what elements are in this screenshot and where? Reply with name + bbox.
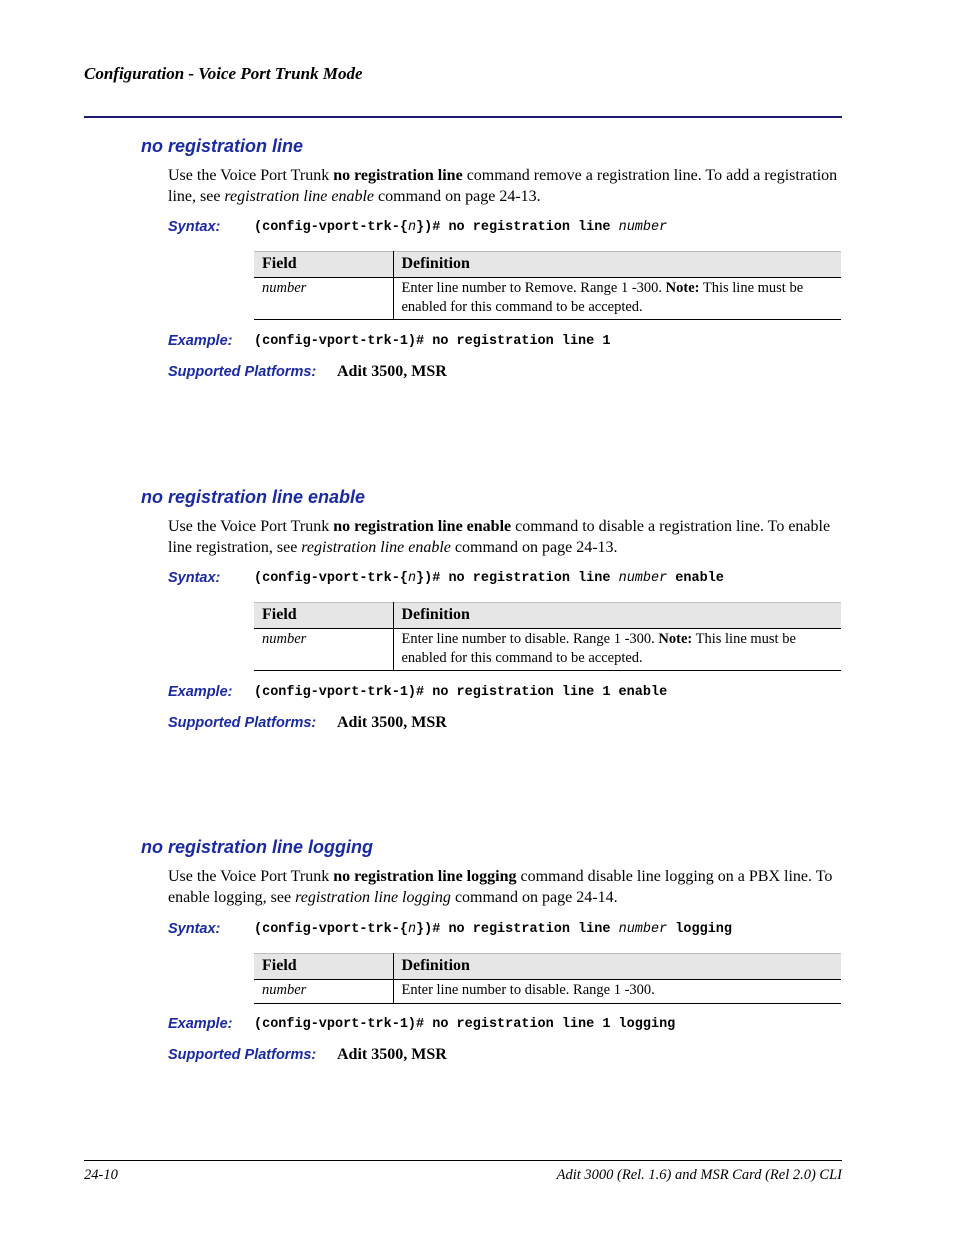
cross-reference: registration line enable [301, 538, 451, 556]
example-label: Example: [168, 684, 233, 700]
field-cell: number [254, 629, 393, 671]
table-row [254, 278, 841, 320]
field-definition-table [254, 602, 841, 671]
platforms-value: Adit 3500, MSR [337, 714, 447, 731]
section-description: Use the Voice Port Trunk no registration line logging command disable line logging on a PBX line. To enable logging, see registration line logging command on page 24-14. [168, 868, 833, 906]
example-code: (config-vport-trk-1)# no registration line 1 logging [254, 1017, 676, 1032]
table-row [254, 980, 841, 1004]
example-code: (config-vport-trk-1)# no registration line 1 [254, 334, 611, 349]
syntax-code: (config-vport-trk-{n})# no registration line number [254, 220, 668, 235]
definition-cell: Enter line number to disable. Range 1 -300. [393, 980, 841, 1004]
section-title: no registration line enable [141, 487, 366, 507]
table-header-definition: Definition [393, 954, 841, 980]
field-definition-table [254, 953, 841, 1004]
example-code: (config-vport-trk-1)# no registration line 1 enable [254, 685, 668, 700]
footer-rule [84, 1160, 842, 1161]
definition-cell: Enter line number to Remove. Range 1 -300. Note: This line must be enabled for this command to be accepted. [393, 278, 841, 320]
example-label: Example: [168, 333, 233, 349]
platforms-label: Supported Platforms: [168, 364, 317, 380]
command-name: no registration line logging [333, 868, 517, 885]
document-title: Adit 3000 (Rel. 1.6) and MSR Card (Rel 2.0) CLI [556, 1167, 842, 1183]
header-rule [84, 116, 842, 118]
platforms-value: Adit 3500, MSR [337, 1046, 447, 1063]
platforms-label: Supported Platforms: [168, 715, 317, 731]
table-header-field: Field [254, 252, 393, 278]
field-definition-table [254, 251, 841, 320]
syntax-code: (config-vport-trk-{n})# no registration line number enable [254, 571, 724, 586]
cross-reference: registration line enable [224, 187, 375, 205]
section-description: Use the Voice Port Trunk no registration line enable command to disable a registration line. To enable line registration, see registration line enable command on page 24-13. [168, 518, 831, 556]
field-cell: number [254, 278, 393, 320]
table-header-field: Field [254, 603, 393, 629]
platforms-value: Adit 3500, MSR [337, 363, 447, 380]
table-header-definition: Definition [393, 603, 841, 629]
table-row [254, 629, 841, 671]
command-name: no registration line enable [333, 518, 512, 535]
section-description: Use the Voice Port Trunk no registration line command remove a registration line. To add a registration line, see registration line enable command on page 24-13. [168, 167, 838, 205]
example-label: Example: [168, 1016, 233, 1032]
cross-reference: registration line logging [295, 888, 451, 906]
running-header: Configuration - Voice Port Trunk Mode [84, 64, 363, 83]
section-title: no registration line logging [141, 837, 373, 857]
command-name: no registration line [333, 167, 463, 184]
syntax-code: (config-vport-trk-{n})# no registration line number logging [254, 922, 733, 937]
page-number: 24-10 [84, 1167, 118, 1183]
syntax-label: Syntax: [168, 570, 221, 586]
syntax-label: Syntax: [168, 219, 221, 235]
table-header-definition: Definition [393, 252, 841, 278]
definition-cell: Enter line number to disable. Range 1 -300. Note: This line must be enabled for this command to be accepted. [393, 629, 841, 671]
table-header-field: Field [254, 954, 393, 980]
section-title: no registration line [141, 136, 304, 156]
syntax-label: Syntax: [168, 921, 221, 937]
field-cell: number [254, 980, 393, 1004]
platforms-label: Supported Platforms: [168, 1047, 317, 1063]
